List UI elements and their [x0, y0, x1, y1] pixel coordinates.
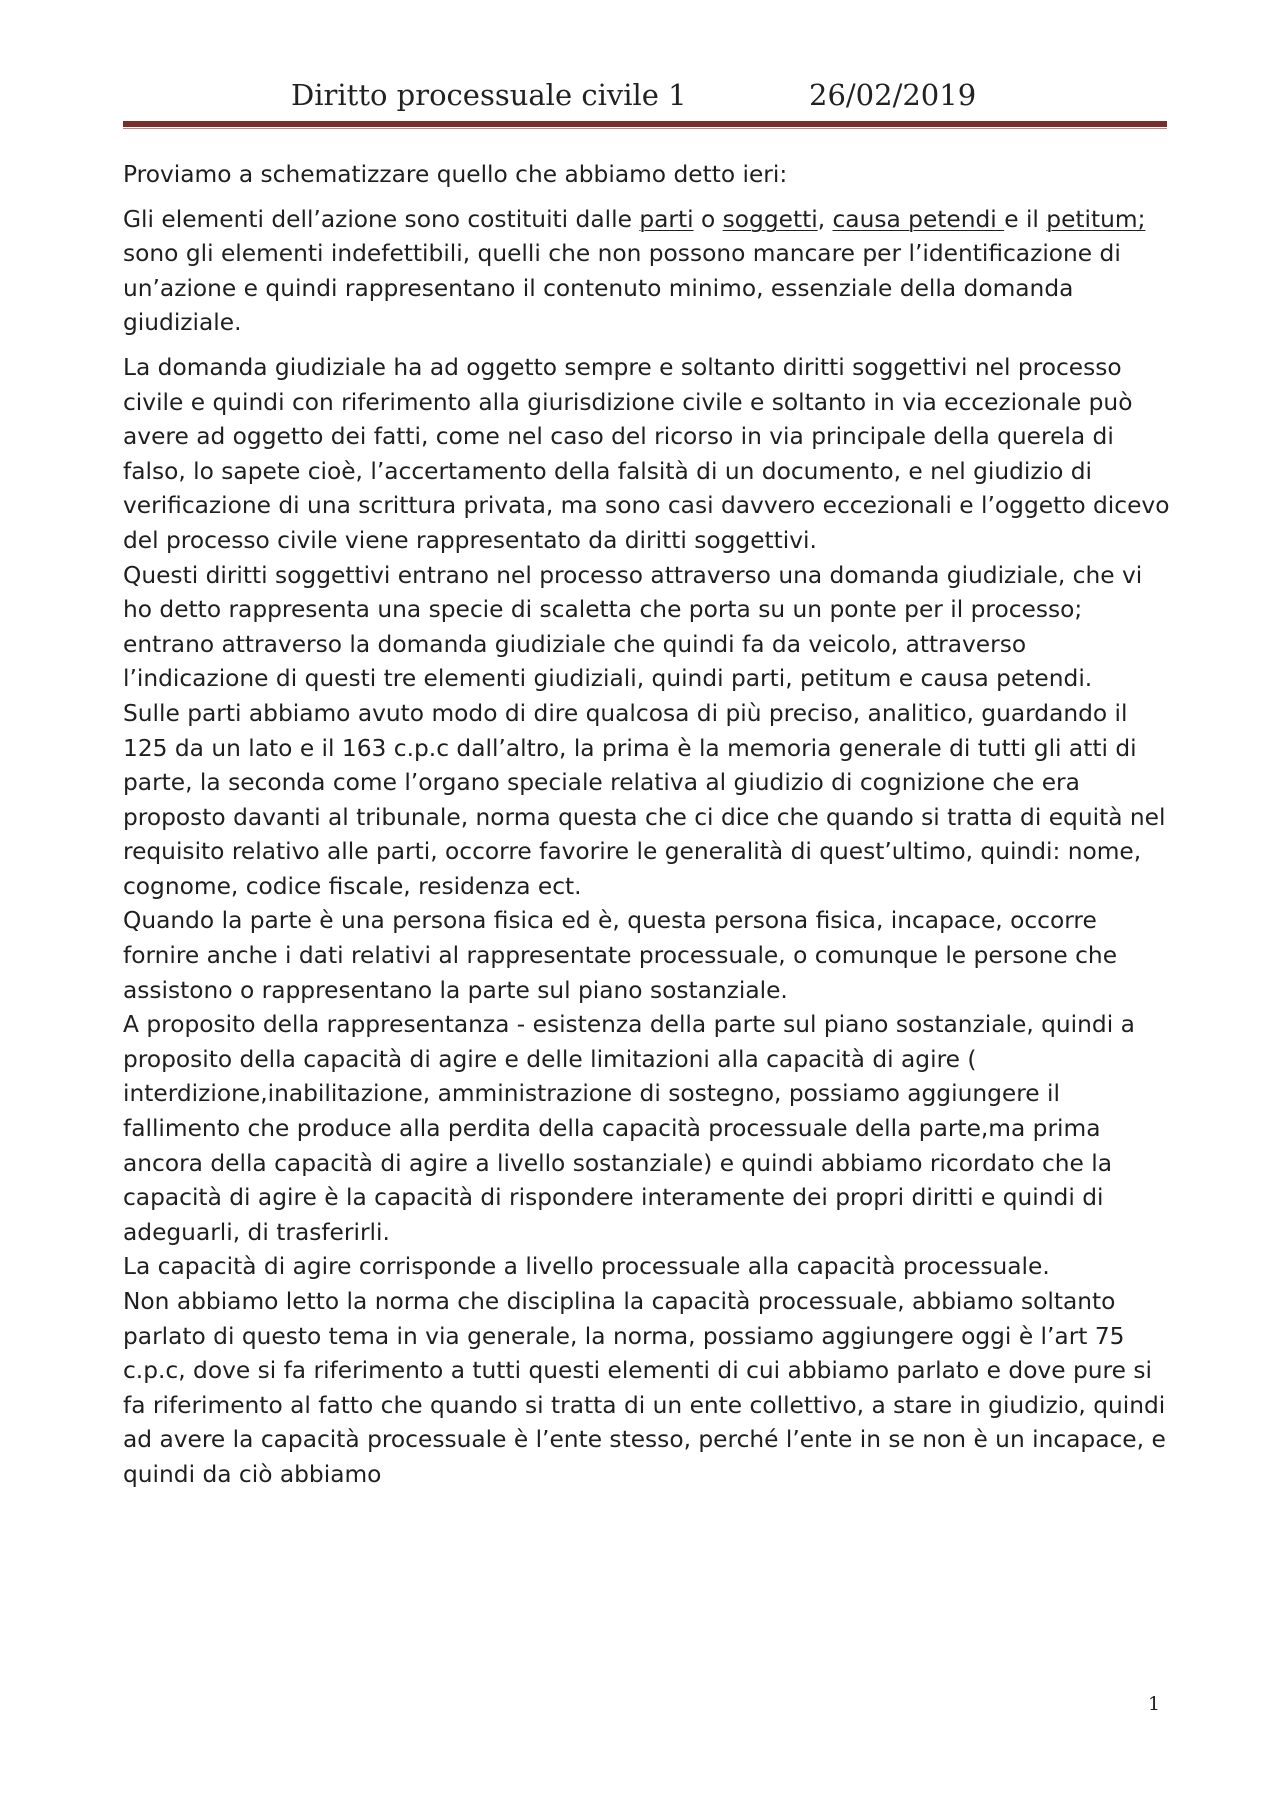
body-paragraph-parti: Sulle parti abbiamo avuto modo di dire qualcosa di più preciso, analitico, guardando il 125 da un lato e il 163 c.p.c dall’altro, la prima è la memoria generale di tutti gli atti di parte, la seconda come l’organo speciale relativa al giudizio di cognizione che era proposto davanti al tribunale, norma questa che ci dice che quando si tratta di equità nel requisito relativo alle parti, occorre favorire le generalità di quest’ultimo, quindi: nome, cognome, codice fiscale, residenza ect.: [123, 699, 1166, 900]
text-segment: ,: [817, 205, 833, 233]
document-date: 26/02/2019: [809, 78, 977, 112]
page-number: 1: [1148, 1693, 1161, 1715]
underlined-term-causa-petendi: causa petendi: [832, 205, 1005, 233]
document-title: Diritto processuale civile 1: [291, 78, 687, 112]
elements-paragraph: [123, 203, 1173, 341]
body-paragraph-diritti: Questi diritti soggettivi entrano nel processo attraverso una domanda giudiziale, che vi ho detto rappresenta una specie di scaletta che porta su un ponte per il processo; entrano attraverso la domanda giudiziale che quindi fa da veicolo, attraverso l’indicazione di questi tre elementi giudiziali, quindi parti, petitum e causa petendi.: [123, 561, 1143, 693]
underlined-term-petitum: petitum;: [1046, 205, 1146, 233]
page-header: [123, 78, 1163, 118]
body-paragraph-rappresentanza: A proposito della rappresentanza - esistenza della parte sul piano sostanziale, quindi a proposito della capacità di agire e delle limitazioni alla capacità di agire ( interdizione,inabilitazione, amministrazione di sostegno, possiamo aggiungere il fallimento che produce alla perdita della capacità processuale della parte,ma prima ancora della capacità di agire a livello sostanziale) e quindi abbiamo ricordato che la capacità di agire è la capacità di rispondere interamente dei propri diritti e quindi di adeguarli, di trasferirli.: [123, 1011, 1135, 1246]
body-paragraph-persona-fisica: Quando la parte è una persona fisica ed è, questa persona fisica, incapace, occorre fornire anche i dati relativi al rappresentate processuale, o comunque le persone che assistono o rappresentano la parte sul piano sostanziale.: [123, 907, 1118, 1004]
underlined-term-parti: parti: [639, 205, 694, 233]
body-paragraph-art-75: Non abbiamo letto la norma che disciplina la capacità processuale, abbiamo soltanto parlato di questo tema in via generale, la norma, possiamo aggiungere oggi è l’art 75 c.p.c, dove si fa riferimento a tutti questi elementi di cui abbiamo parlato e dove pure si fa riferimento al fatto che quando si tratta di un ente collettivo, a stare in giudizio, quindi ad avere la capacità processuale è l’ente stesso, perché l’ente in se non è un incapace, e quindi da ciò abbiamo: [123, 1288, 1166, 1488]
intro-paragraph: Proviamo a schematizzare quello che abbiamo detto ieri:: [123, 161, 788, 188]
text-segment: Gli elementi dell’azione sono costituiti dalle: [123, 205, 640, 233]
text-segment: sono gli elementi indefettibili, quelli che non possono mancare per l’identificazione di un’azione e quindi rappresentano il contenuto minimo, essenziale della domanda giudiziale.: [123, 240, 1121, 337]
body-paragraph-capacita: La capacità di agire corrisponde a livello processuale alla capacità processuale.: [123, 1253, 1050, 1281]
header-divider-thin: [123, 128, 1167, 129]
text-segment: e il: [1004, 205, 1047, 233]
main-text-block: [123, 351, 1173, 1493]
underlined-term-soggetti: soggetti: [722, 205, 818, 233]
body-paragraph-oggetto: La domanda giudiziale ha ad oggetto sempre e soltanto diritti soggettivi nel processo civile e quindi con riferimento alla giurisdizione civile e soltanto in via eccezionale può avere ad oggetto dei fatti, come nel caso del ricorso in via principale della querela di falso, lo sapete cioè, l’accertamento della falsità di un documento, e nel giudizio di verificazione di una scrittura privata, ma sono casi davvero eccezionali e l’oggetto dicevo del processo civile viene rappresentato da diritti soggettivi.: [123, 353, 1170, 554]
text-segment: o: [693, 205, 723, 233]
header-divider: [123, 121, 1167, 127]
document-body: [123, 158, 1173, 1493]
